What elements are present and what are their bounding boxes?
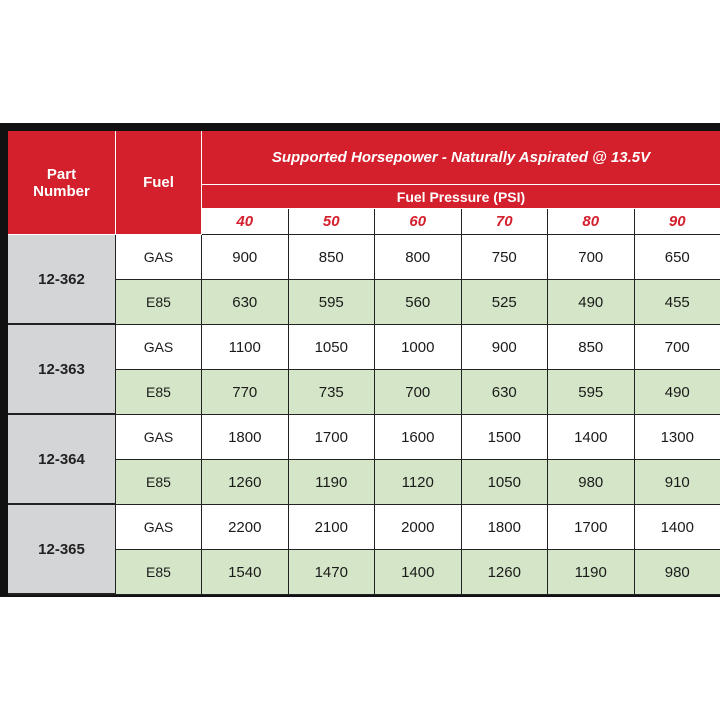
horsepower-value-cell: 2200 (202, 505, 289, 550)
horsepower-value-cell: 900 (202, 235, 289, 280)
horsepower-value-cell: 910 (635, 460, 720, 505)
horsepower-value-cell: 1100 (202, 325, 289, 370)
part-number-cell: 12-364 (8, 415, 116, 505)
horsepower-value-cell: 700 (548, 235, 635, 280)
horsepower-value-cell: 800 (375, 235, 462, 280)
horsepower-value-cell: 1260 (462, 550, 549, 595)
fuel-type-cell: E85 (116, 460, 202, 505)
horsepower-value-cell: 2100 (289, 505, 376, 550)
horsepower-value-cell: 700 (635, 325, 720, 370)
horsepower-value-cell: 1800 (202, 415, 289, 460)
horsepower-value-cell: 2000 (375, 505, 462, 550)
horsepower-value-cell: 1700 (289, 415, 376, 460)
horsepower-value-cell: 980 (548, 460, 635, 505)
horsepower-value-cell: 650 (635, 235, 720, 280)
horsepower-value-cell: 1700 (548, 505, 635, 550)
horsepower-value-cell: 1800 (462, 505, 549, 550)
horsepower-value-cell: 1050 (462, 460, 549, 505)
fuel-type-cell: E85 (116, 370, 202, 415)
horsepower-value-cell: 750 (462, 235, 549, 280)
fuel-pressure-header: Fuel Pressure (PSI) (202, 185, 720, 209)
horsepower-value-cell: 1470 (289, 550, 376, 595)
fuel-type-cell: GAS (116, 235, 202, 280)
part-number-cell: 12-365 (8, 505, 116, 595)
horsepower-value-cell: 1400 (548, 415, 635, 460)
psi-column-header: 80 (548, 209, 635, 235)
horsepower-value-cell: 490 (635, 370, 720, 415)
horsepower-value-cell: 1400 (635, 505, 720, 550)
horsepower-value-cell: 900 (462, 325, 549, 370)
fuel-type-cell: GAS (116, 325, 202, 370)
horsepower-value-cell: 525 (462, 280, 549, 325)
horsepower-value-cell: 1600 (375, 415, 462, 460)
horsepower-value-cell: 1300 (635, 415, 720, 460)
horsepower-value-cell: 1190 (289, 460, 376, 505)
fuel-type-cell: GAS (116, 505, 202, 550)
part-number-header: Part Number (8, 131, 116, 235)
fuel-type-cell: E85 (116, 280, 202, 325)
horsepower-value-cell: 595 (548, 370, 635, 415)
psi-column-header: 40 (202, 209, 289, 235)
horsepower-value-cell: 1500 (462, 415, 549, 460)
fuel-header: Fuel (116, 131, 202, 235)
horsepower-value-cell: 850 (289, 235, 376, 280)
horsepower-value-cell: 595 (289, 280, 376, 325)
horsepower-value-cell: 1120 (375, 460, 462, 505)
horsepower-value-cell: 1540 (202, 550, 289, 595)
horsepower-value-cell: 735 (289, 370, 376, 415)
horsepower-table (0, 123, 720, 597)
horsepower-value-cell: 560 (375, 280, 462, 325)
psi-column-header: 70 (462, 209, 549, 235)
horsepower-value-cell: 1400 (375, 550, 462, 595)
horsepower-value-cell: 1050 (289, 325, 376, 370)
horsepower-value-cell: 850 (548, 325, 635, 370)
horsepower-value-cell: 770 (202, 370, 289, 415)
part-number-cell: 12-362 (8, 235, 116, 325)
horsepower-value-cell: 700 (375, 370, 462, 415)
horsepower-value-cell: 490 (548, 280, 635, 325)
psi-column-header: 90 (635, 209, 720, 235)
psi-column-header: 60 (375, 209, 462, 235)
table-title: Supported Horsepower - Naturally Aspirated @ 13.5V (202, 131, 720, 185)
horsepower-value-cell: 1000 (375, 325, 462, 370)
horsepower-value-cell: 630 (202, 280, 289, 325)
horsepower-value-cell: 630 (462, 370, 549, 415)
psi-column-header: 50 (289, 209, 376, 235)
fuel-type-cell: GAS (116, 415, 202, 460)
horsepower-value-cell: 1190 (548, 550, 635, 595)
part-number-cell: 12-363 (8, 325, 116, 415)
horsepower-value-cell: 1260 (202, 460, 289, 505)
horsepower-value-cell: 980 (635, 550, 720, 595)
horsepower-value-cell: 455 (635, 280, 720, 325)
fuel-type-cell: E85 (116, 550, 202, 595)
